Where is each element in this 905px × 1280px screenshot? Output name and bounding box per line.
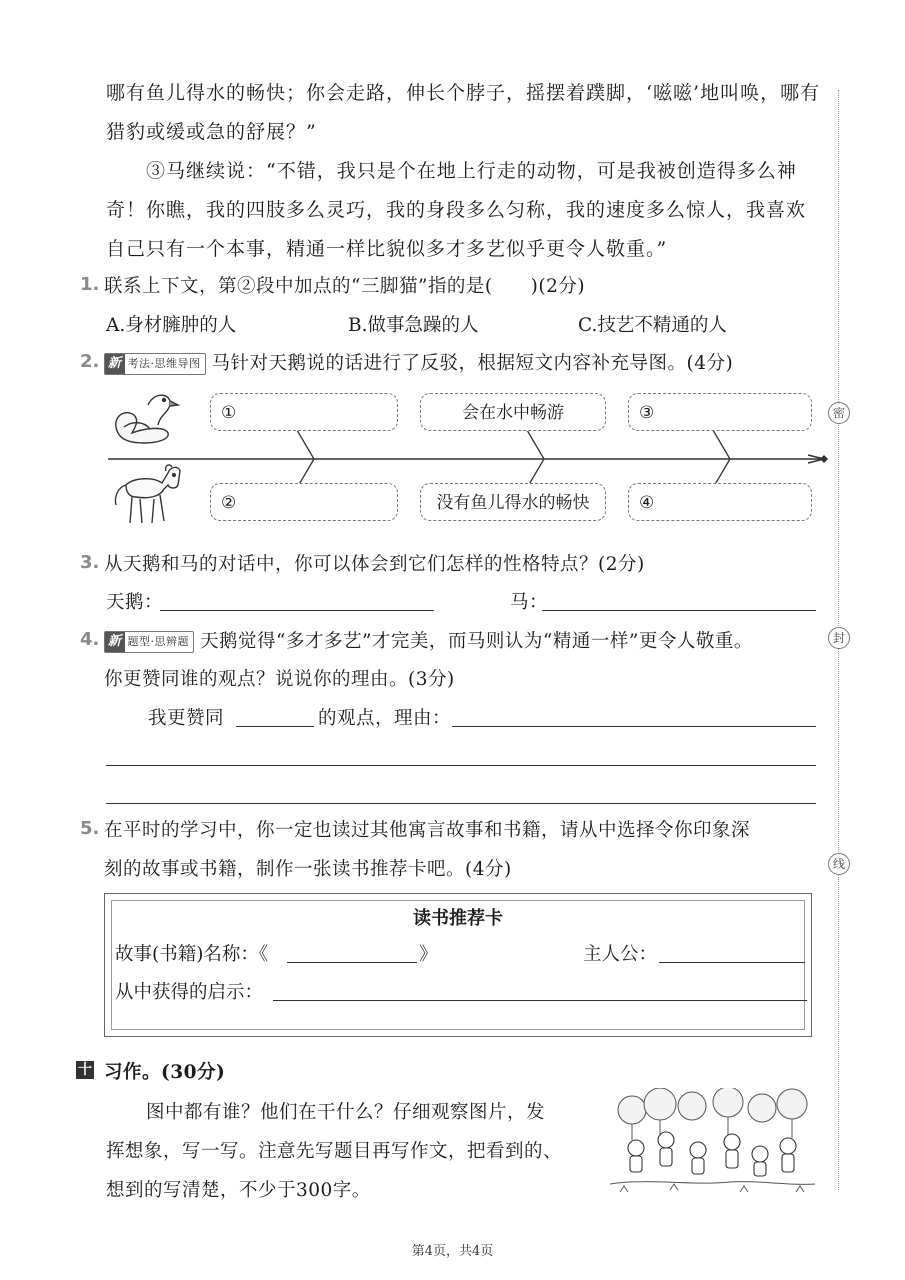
q2-text: 马针对天鹅说的话进行了反驳，根据短文内容补充导图。(4分): [211, 353, 734, 374]
writing-prompt-line-2: 挥想象，写一写。注意先写题目再写作文，把看到的、: [106, 1141, 563, 1162]
page-footer: 第4页，共4页: [411, 1244, 494, 1259]
q4-reason-line-2[interactable]: [106, 765, 816, 766]
q5-text-1: 在平时的学习中，你一定也读过其他寓言故事和书籍，请从中选择令你印象深: [104, 820, 751, 841]
binding-char-feng: 封: [828, 627, 850, 649]
mind-map-box-2[interactable]: ②: [210, 483, 398, 521]
q1-option-a[interactable]: A.身材臃肿的人: [106, 315, 237, 336]
card-hero-line[interactable]: [659, 962, 805, 963]
mind-map-box-swim: 会在水中畅游: [420, 393, 606, 431]
q2-tag-badge: 新: [105, 354, 125, 374]
q4-choice-blank[interactable]: [236, 726, 314, 727]
q2-tag-label: 考法·思维导图: [127, 357, 201, 370]
q3-text: 从天鹅和马的对话中，你可以体会到它们怎样的性格特点？(2分): [104, 554, 645, 575]
q2-new-tag: [104, 353, 206, 375]
writing-title: 习作。(30分): [104, 1062, 226, 1083]
q4-tag-label: 题型·思辨题: [127, 635, 190, 648]
q2-line: [104, 349, 733, 375]
writing-illustration: [610, 1088, 815, 1200]
q3-number: 3.: [80, 552, 100, 573]
horse-illustration: [115, 465, 180, 523]
card-book-name-close: 》: [419, 944, 438, 965]
card-book-name-line[interactable]: [287, 962, 417, 963]
section-plus-icon: 十: [78, 1062, 92, 1078]
card-hero-label: 主人公：: [583, 944, 658, 965]
q4-answer-suffix: 的观点，理由：: [318, 708, 452, 729]
card-book-name-label: 故事(书籍)名称：《: [115, 944, 269, 965]
mind-map-box-3[interactable]: ③: [628, 393, 812, 431]
binding-char-mi: 密: [828, 402, 850, 424]
q4-line-1: [104, 627, 753, 653]
card-insight-line[interactable]: [273, 1000, 807, 1001]
q1-number: 1.: [80, 274, 100, 295]
card-title: 读书推荐卡: [413, 908, 503, 929]
q4-tag-badge: 新: [105, 632, 125, 652]
reading-recommendation-card: [104, 893, 812, 1037]
mind-map-box-fish: 没有鱼儿得水的畅快: [420, 483, 606, 521]
q4-text-2: 你更赞同谁的观点？说说你的理由。(3分): [104, 669, 455, 690]
passage-line-2: 猎豹或缓或急的舒展？”: [106, 121, 317, 143]
binding-char-xian: 线: [828, 853, 850, 875]
q4-reason-line-3[interactable]: [106, 803, 816, 804]
mind-map-box-1[interactable]: ①: [210, 393, 398, 431]
q1-text: 联系上下文，第②段中加点的“三脚猫”指的是( )(2分): [104, 276, 586, 297]
q4-number: 4.: [80, 629, 100, 650]
q1-option-c[interactable]: C.技艺不精通的人: [578, 315, 727, 336]
swan-illustration: [116, 395, 178, 443]
writing-prompt-line-3: 想到的写清楚，不少于300字。: [106, 1180, 371, 1201]
q3-swan-label: 天鹅：: [106, 592, 164, 613]
q3-horse-answer-line[interactable]: [542, 610, 816, 611]
q4-answer-prefix: 我更赞同: [148, 708, 225, 729]
q3-horse-label: 马：: [510, 592, 549, 613]
q4-reason-line-1[interactable]: [452, 726, 816, 727]
card-insight-label: 从中获得的启示：: [115, 982, 264, 1003]
writing-prompt-line-1: 图中都有谁？他们在干什么？仔细观察图片，发: [146, 1102, 546, 1123]
q2-number: 2.: [80, 351, 100, 372]
passage-line-1: 哪有鱼儿得水的畅快；你会走路，伸长个脖子，摇摆着蹼脚，‘嗞嗞’地叫唤，哪有: [106, 82, 821, 104]
q4-text-1: 天鹅觉得“多才多艺”才完美，而马则认为“精通一样”更令人敬重。: [200, 631, 753, 652]
passage-paragraph-3: ③马继续说：“不错，我只是个在地上行走的动物，可是我被创造得多么神奇！你瞧，我的四肢多么灵巧，我的身段多么匀称，我的速度多么惊人，我喜欢自己只有一个本事，精通一样比貌似多才多艺似乎更令人敬重。”: [106, 160, 807, 260]
mind-map-box-4[interactable]: ④: [628, 483, 812, 521]
q4-new-tag: [104, 631, 194, 653]
q3-swan-answer-line[interactable]: [160, 610, 434, 611]
q5-number: 5.: [80, 818, 100, 839]
q5-text-2: 刻的故事或书籍，制作一张读书推荐卡吧。(4分): [104, 859, 512, 880]
q1-option-b[interactable]: B.做事急躁的人: [348, 315, 479, 336]
